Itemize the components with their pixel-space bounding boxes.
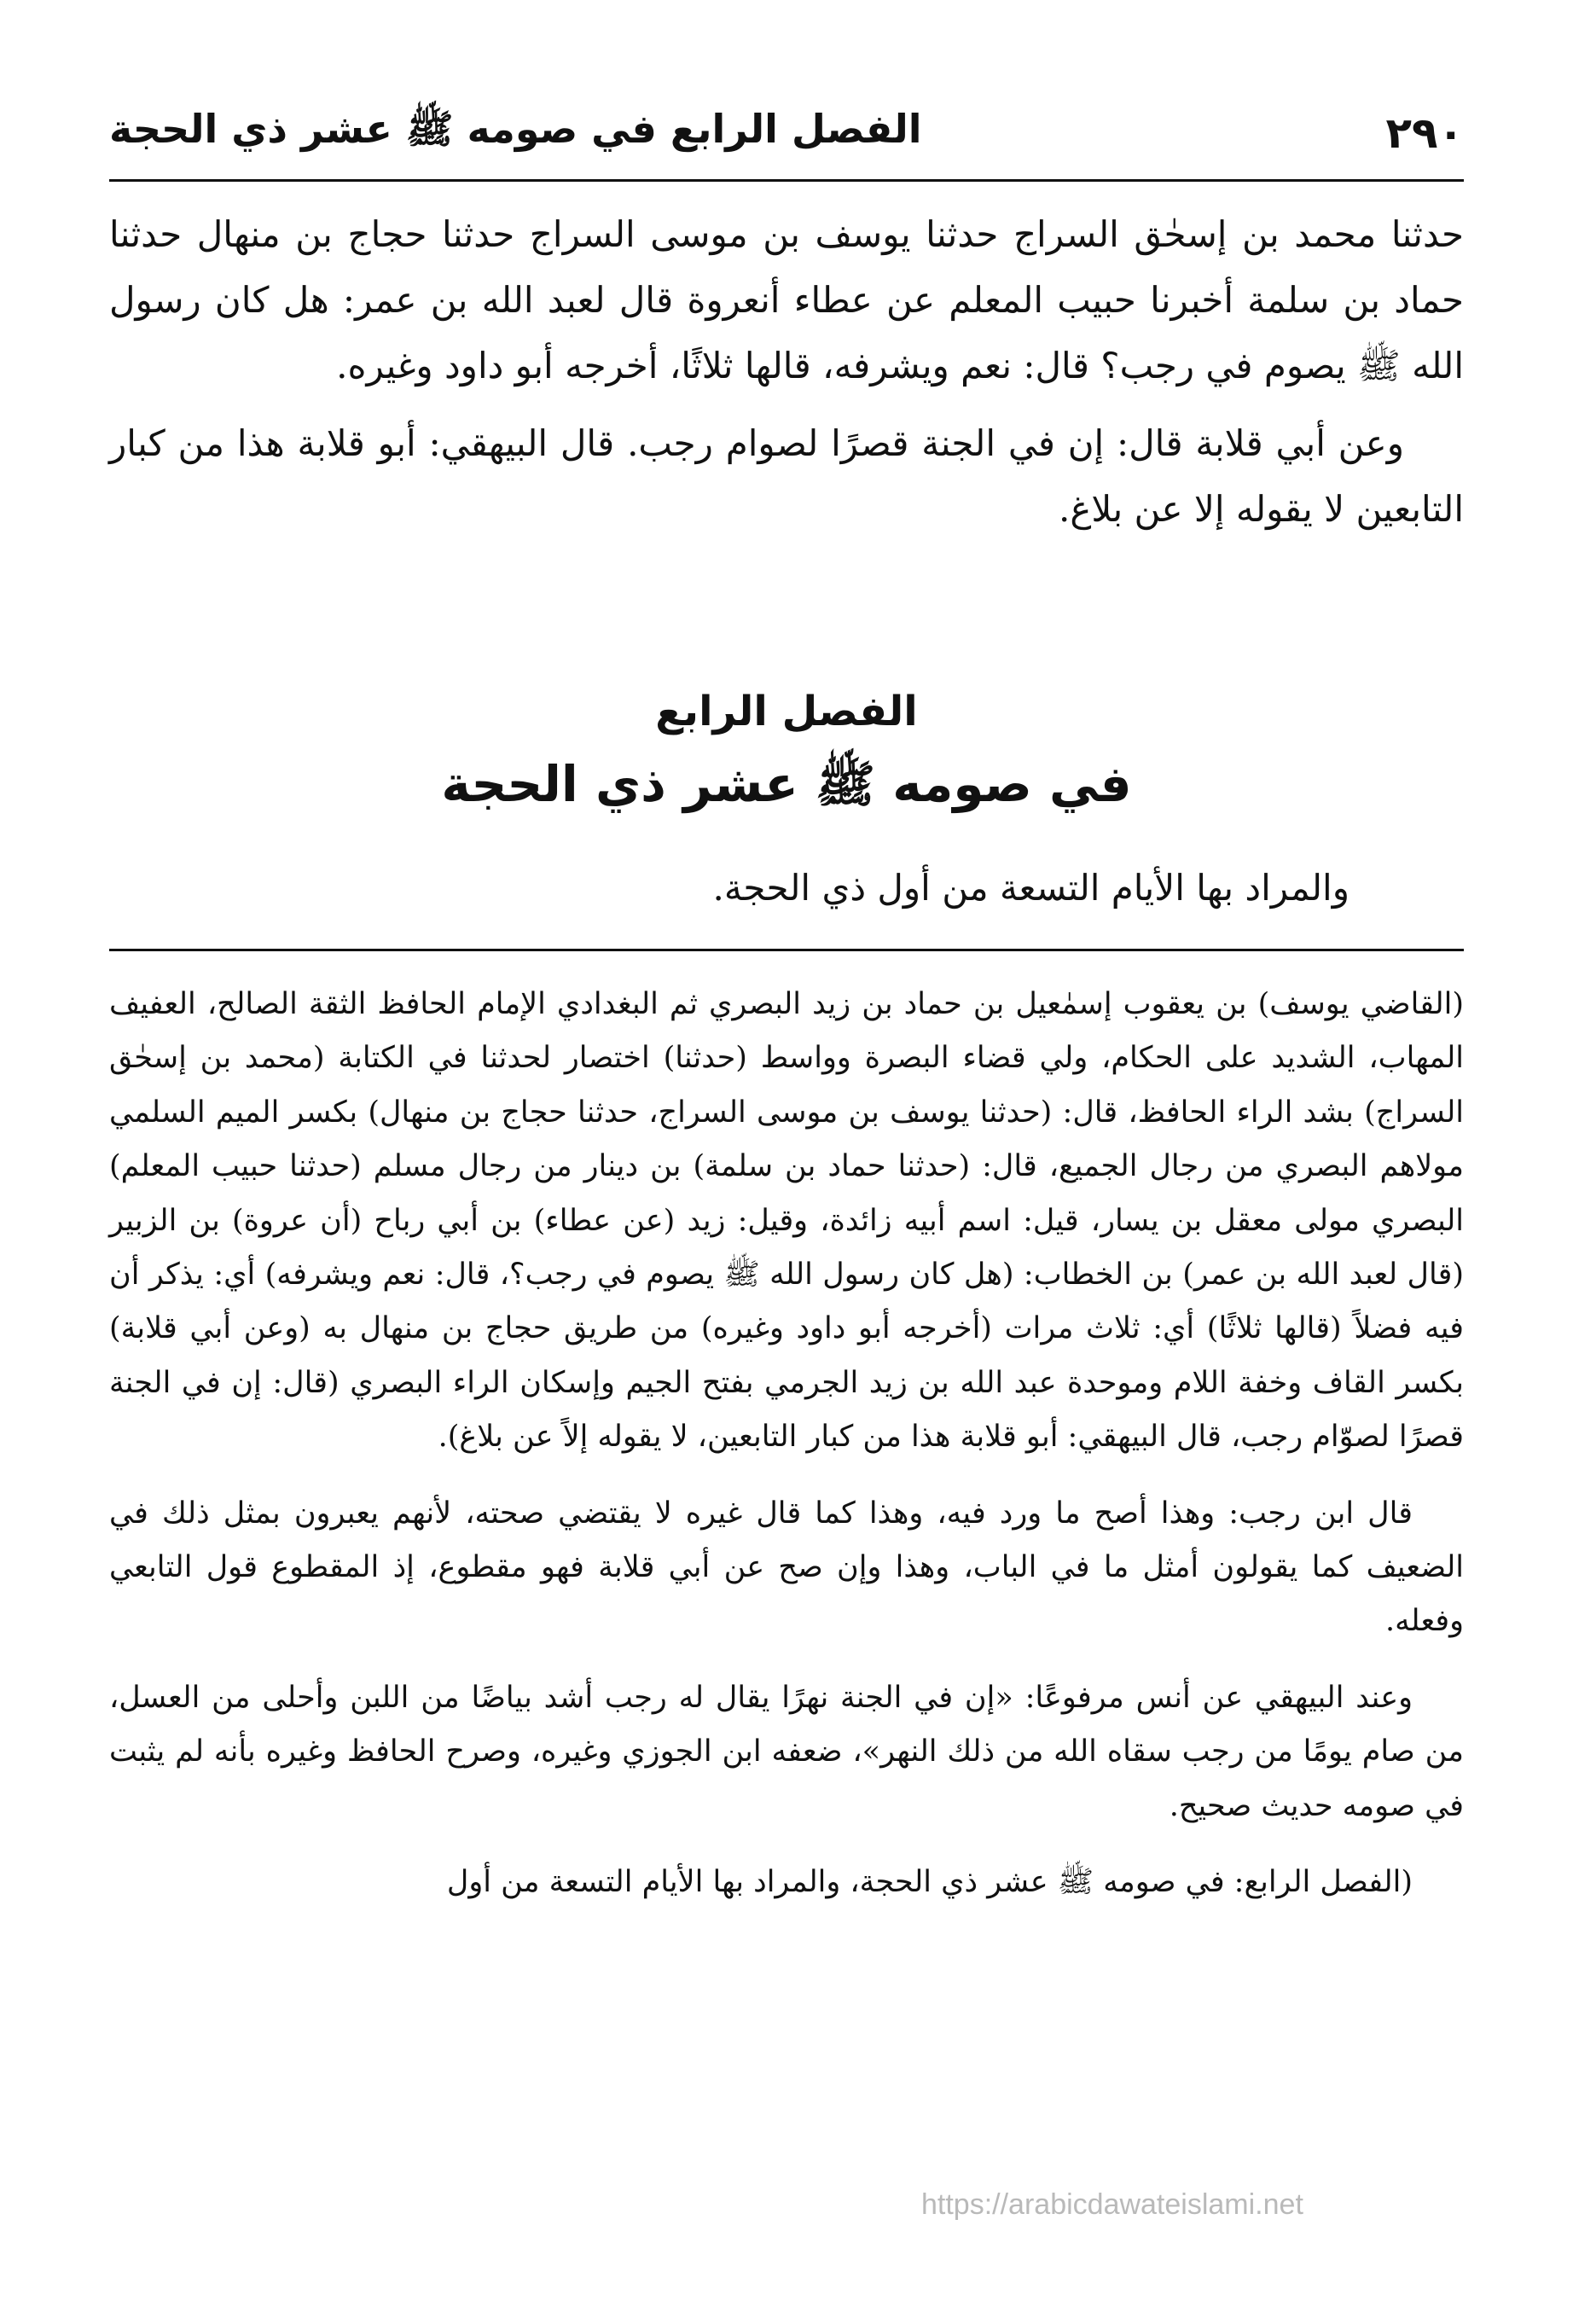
hadith-text-block bbox=[109, 201, 1464, 542]
chapter-note: والمراد بها الأيام التسعة من أول ذي الحجة. bbox=[712, 867, 1350, 909]
page-number: ٢٩٠ bbox=[1385, 108, 1464, 158]
header-divider bbox=[109, 179, 1464, 182]
commentary-paragraph: وعند البيهقي عن أنس مرفوعًا: «إن في الجنة نهرًا يقال له رجب أشد بياضًا من اللبن وأحلى من العسل، من صام يومًا من رجب سقاه الله من ذلك النهر»، ضعفه ابن الجوزي وغيره، وصرح الحافظ وغيره بأنه لم يثبت في صومه حديث صحيح. bbox=[109, 1680, 1464, 1823]
chapter-heading bbox=[109, 679, 1464, 824]
running-title: الفصل الرابع في صومه ﷺ عشر ذي الحجة bbox=[109, 105, 922, 152]
commentary-block bbox=[109, 978, 1464, 1910]
running-header bbox=[109, 101, 1464, 166]
hadith-paragraph: حدثنا محمد بن إسحٰق السراج حدثنا يوسف بن موسى السراج حدثنا حجاج بن منهال حدثنا حماد بن سلمة أخبرنا حبيب المعلم عن عطاء أنعروة قال لعبد الله بن عمر: هل كان رسول الله ﷺ يصوم في رجب؟ قال: نعم ويشرفه، قالها ثلاثًا، أخرجه أبو داود وغيره. bbox=[109, 213, 1464, 386]
commentary-paragraph: (القاضي يوسف) بن يعقوب إسمٰعيل بن حماد بن زيد البصري ثم البغدادي الإمام الحافظ الثقة الصالح، العفيف المهاب، الشديد على الحكام، ولي قضاء البصرة وواسط (حدثنا) اختصار لحدثنا في الكتابة (محمد بن إسحٰق السراج) بشد الراء الحافظ، قال: (حدثنا يوسف بن موسى السراج، حدثنا حجاج بن منهال) بكسر الميم السلمي مولاهم البصري من رجال الجميع، قال: (حدثنا حماد بن سلمة) بن دينار من رجال مسلم (حدثنا حبيب المعلم) البصري مولى معقل بن يسار، قيل: اسم أبيه زائدة، وقيل: زيد (عن عطاء) بن أبي رباح (أن عروة) بن الزبير (قال لعبد الله بن عمر) بن الخطاب: (هل كان رسول الله ﷺ يصوم في رجب؟، قال: نعم ويشرفه) أي: يذكر أن فيه فضلاً (قالها ثلاثًا) أي: ثلاث مرات (أخرجه أبو داود وغيره) من طريق حجاج بن منهال به (وعن أبي قلابة) بكسر القاف وخفة اللام وموحدة عبد الله بن زيد الجرمي بفتح الجيم وإسكان الراء البصري (قال: إن في الجنة قصرًا لصوّام رجب، قال البيهقي: أبو قلابة هذا من كبار التابعين، لا يقوله إلاً عن بلاغ). bbox=[109, 987, 1464, 1455]
commentary-paragraph: قال ابن رجب: وهذا أصح ما ورد فيه، وهذا كما قال غيره لا يقتضي صحته، لأنهم يعبرون بمثل ذلك في الضعيف كما يقولون أمثل ما في الباب، وهذا وإن صح عن أبي قلابة فهو مقطوع، إذ المقطوع قول التابعي وفعله. bbox=[109, 1496, 1464, 1639]
chapter-number: الفصل الرابع bbox=[655, 688, 918, 735]
chapter-title: في صومه ﷺ عشر ذي الحجة bbox=[441, 755, 1132, 813]
commentary-divider bbox=[109, 949, 1464, 951]
hadith-paragraph: وعن أبي قلابة قال: إن في الجنة قصرًا لصوام رجب. قال البيهقي: أبو قلابة هذا من كبار التابعين لا يقوله إلا عن بلاغ. bbox=[109, 422, 1464, 530]
source-watermark: https://arabicdawateislami.net bbox=[921, 2188, 1303, 2221]
commentary-paragraph: (الفصل الرابع: في صومه ﷺ عشر ذي الحجة، والمراد بها الأيام التسعة من أول bbox=[446, 1865, 1413, 1900]
